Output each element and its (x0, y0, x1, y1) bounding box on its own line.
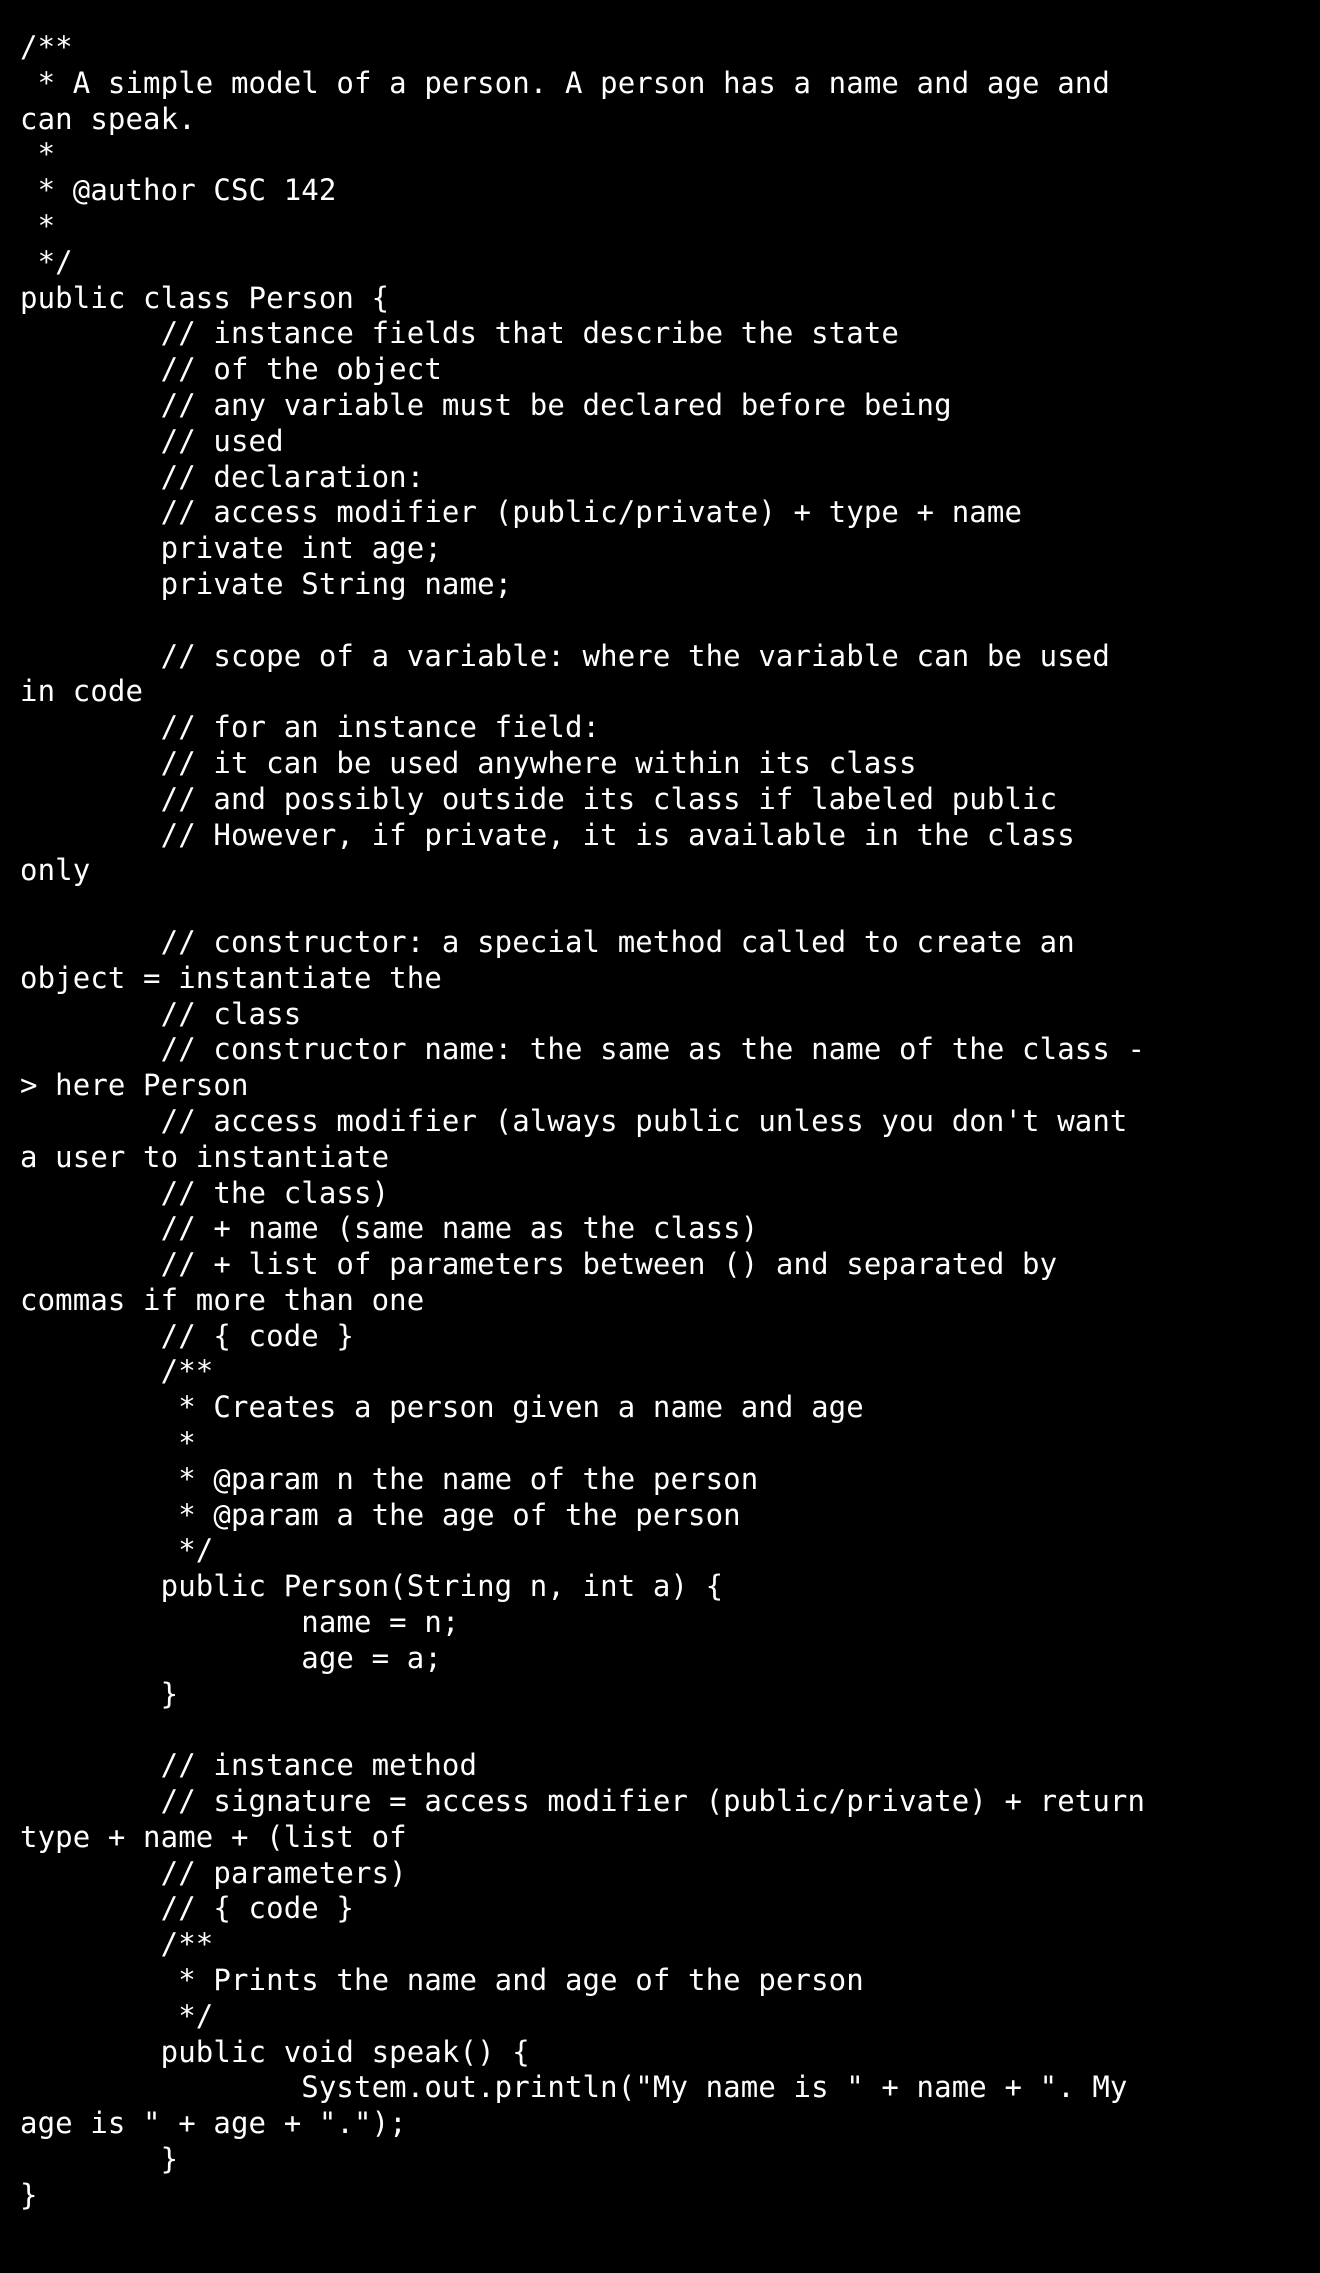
code-line: // used (20, 423, 284, 458)
code-line: // any variable must be declared before being (20, 387, 952, 422)
code-line: // it can be used anywhere within its class (20, 745, 917, 780)
code-line: * @param n the name of the person (20, 1461, 759, 1496)
code-line: public class Person { (20, 280, 390, 315)
code-line: } (20, 1676, 179, 1711)
code-line: // declaration: (20, 459, 425, 494)
code-line: age = a; (20, 1640, 442, 1675)
code-line: // parameters) (20, 1855, 407, 1890)
code-line: // instance method (20, 1748, 478, 1783)
code-line: a user to instantiate (20, 1139, 390, 1174)
code-line: // However, if private, it is available in the class (20, 817, 1075, 852)
code-line: * @author CSC 142 (20, 173, 337, 208)
code-line: // + list of parameters between () and separated by (20, 1247, 1058, 1282)
code-line: private String name; (20, 566, 513, 601)
code-line: // the class) (20, 1175, 390, 1210)
code-listing (20, 30, 1310, 2214)
code-line: // signature = access modifier (public/private) + return (20, 1784, 1146, 1819)
code-line: * (20, 208, 56, 243)
code-line: // scope of a variable: where the variable can be used (20, 638, 1110, 673)
code-line: // + name (same name as the class) (20, 1211, 759, 1246)
code-line (20, 1712, 1310, 1748)
code-line: // for an instance field: (20, 710, 601, 745)
code-line: } (20, 2177, 38, 2212)
code-line: */ (20, 244, 73, 279)
code-line: /** (20, 30, 73, 64)
code-line: object = instantiate the (20, 960, 442, 995)
code-line: // { code } (20, 1891, 355, 1926)
code-line: // instance fields that describe the state (20, 316, 899, 351)
code-line: */ (20, 1998, 214, 2033)
code-line: * A simple model of a person. A person has a name and age and (20, 65, 1110, 100)
code-line: // access modifier (public/private) + type + name (20, 495, 1023, 530)
code-line: // class (20, 996, 302, 1031)
code-line: public void speak() { (20, 2034, 530, 2069)
code-line: can speak. (20, 101, 196, 136)
code-line: * @param a the age of the person (20, 1497, 741, 1532)
code-line: // { code } (20, 1318, 355, 1353)
code-line: // of the object (20, 352, 442, 387)
code-line: /** (20, 1927, 214, 1962)
code-line (20, 889, 1310, 925)
code-line: in code (20, 674, 144, 709)
code-line: type + name + (list of (20, 1819, 407, 1854)
code-line: name = n; (20, 1605, 460, 1640)
code-line: commas if more than one (20, 1282, 425, 1317)
code-line: public Person(String n, int a) { (20, 1569, 724, 1604)
code-line: /** (20, 1354, 214, 1389)
code-line: private int age; (20, 531, 442, 566)
code-line: // constructor: a special method called to create an (20, 924, 1075, 959)
code-line: // and possibly outside its class if labeled public (20, 781, 1058, 816)
code-line: // access modifier (always public unless you don't want (20, 1103, 1128, 1138)
code-line: } (20, 2142, 179, 2177)
code-line (20, 603, 1310, 639)
code-line: only (20, 853, 91, 888)
code-line: */ (20, 1533, 214, 1568)
code-line: * Creates a person given a name and age (20, 1390, 864, 1425)
code-line: // constructor name: the same as the name of the class - (20, 1032, 1146, 1067)
code-line: > here Person (20, 1068, 249, 1103)
code-line: System.out.println("My name is " + name + ". My (20, 2070, 1128, 2105)
code-line: * (20, 137, 56, 172)
code-line: * (20, 1426, 196, 1461)
code-line: * Prints the name and age of the person (20, 1963, 864, 1998)
code-line: age is " + age + "."); (20, 2106, 407, 2141)
